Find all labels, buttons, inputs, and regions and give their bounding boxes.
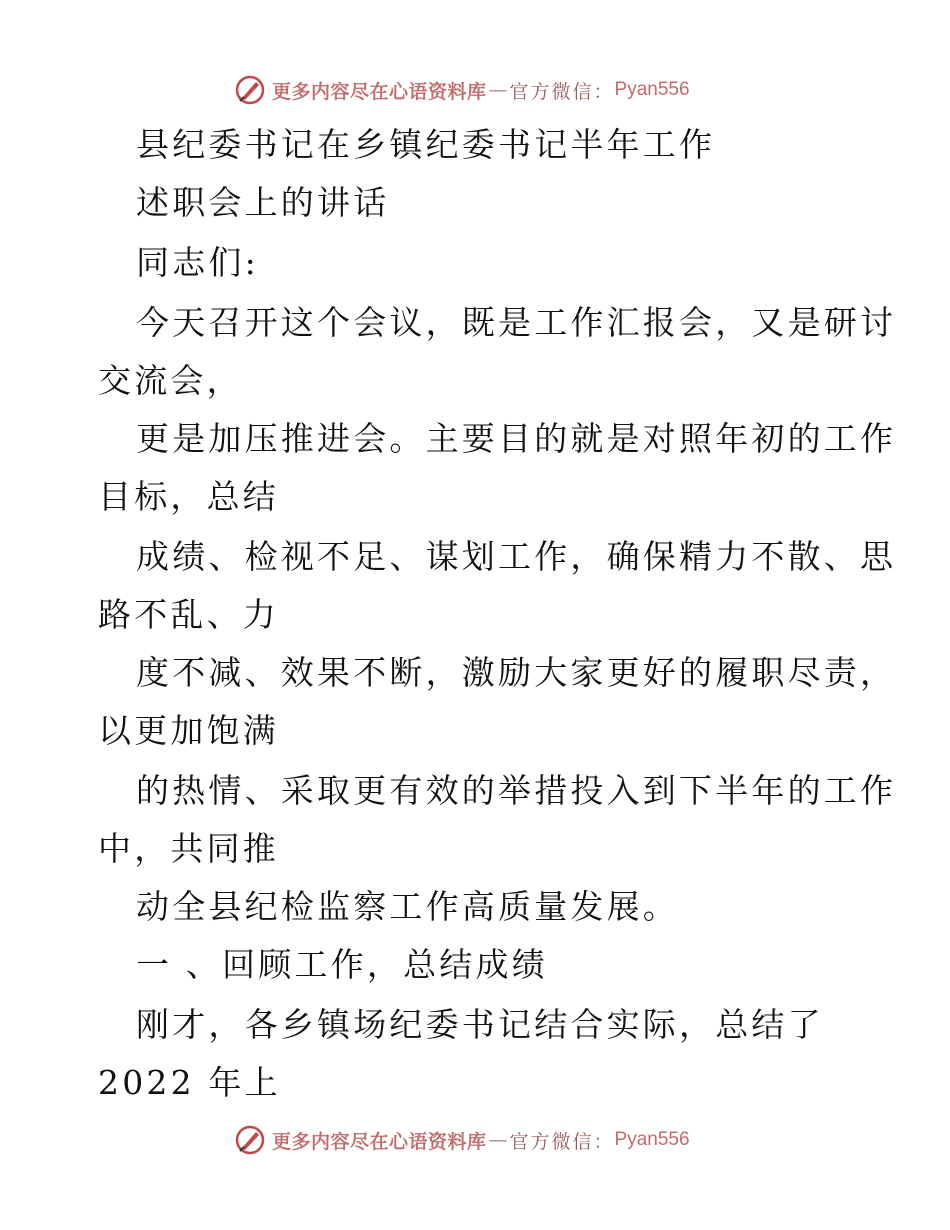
banner-wechat-id: Pyan556 <box>614 79 690 100</box>
paragraph-line: 目标，总结 <box>98 477 279 516</box>
salutation: 同志们: <box>136 243 259 282</box>
paragraph-line: 今天召开这个会议，既是工作汇报会，又是研讨 <box>136 303 897 342</box>
paragraph-line: 度不减、效果不断，激励大家更好的履职尽责， <box>136 653 897 692</box>
paragraph-line: 的热情、采取更有效的举措投入到下半年的工作 <box>136 771 897 810</box>
paragraph-line: 以更加饱满 <box>98 711 279 750</box>
banner-label: 官方微信： <box>509 1130 615 1153</box>
paragraph-line: 2022 年上 <box>98 1063 281 1102</box>
paragraph-line: 更是加压推进会。主要目的就是对照年初的工作 <box>136 419 897 458</box>
paragraph-line: 交流会， <box>98 361 243 400</box>
footer-banner <box>234 1122 690 1158</box>
banner-main-text: 更多内容尽在心语资料库 <box>272 80 487 103</box>
paragraph-line: 成绩、检视不足、谋划工作，确保精力不散、思 <box>136 537 897 576</box>
paragraph-line: 动全县纪检监察工作高质量发展。 <box>136 887 679 926</box>
paragraph-line: 刚才，各乡镇场纪委书记结合实际，总结了 <box>136 1005 824 1044</box>
paragraph-line: 中，共同推 <box>98 829 279 868</box>
title-line-2: 述职会上的讲话 <box>136 183 390 222</box>
banner-wechat-id: Pyan556 <box>614 1129 690 1150</box>
section-heading: 一 、回顾工作，总结成绩 <box>136 945 548 984</box>
title-line-1: 县纪委书记在乡镇纪委书记半年工作 <box>136 125 716 164</box>
banner-label: 官方微信： <box>509 80 615 103</box>
quill-pen-logo-icon <box>234 1124 266 1156</box>
banner-main-text: 更多内容尽在心语资料库 <box>272 1130 487 1153</box>
banner-dash: — <box>488 79 508 101</box>
quill-pen-logo-icon <box>234 74 266 106</box>
paragraph-line: 路不乱、力 <box>98 595 279 634</box>
header-banner <box>234 72 690 108</box>
banner-dash: — <box>488 1129 508 1151</box>
